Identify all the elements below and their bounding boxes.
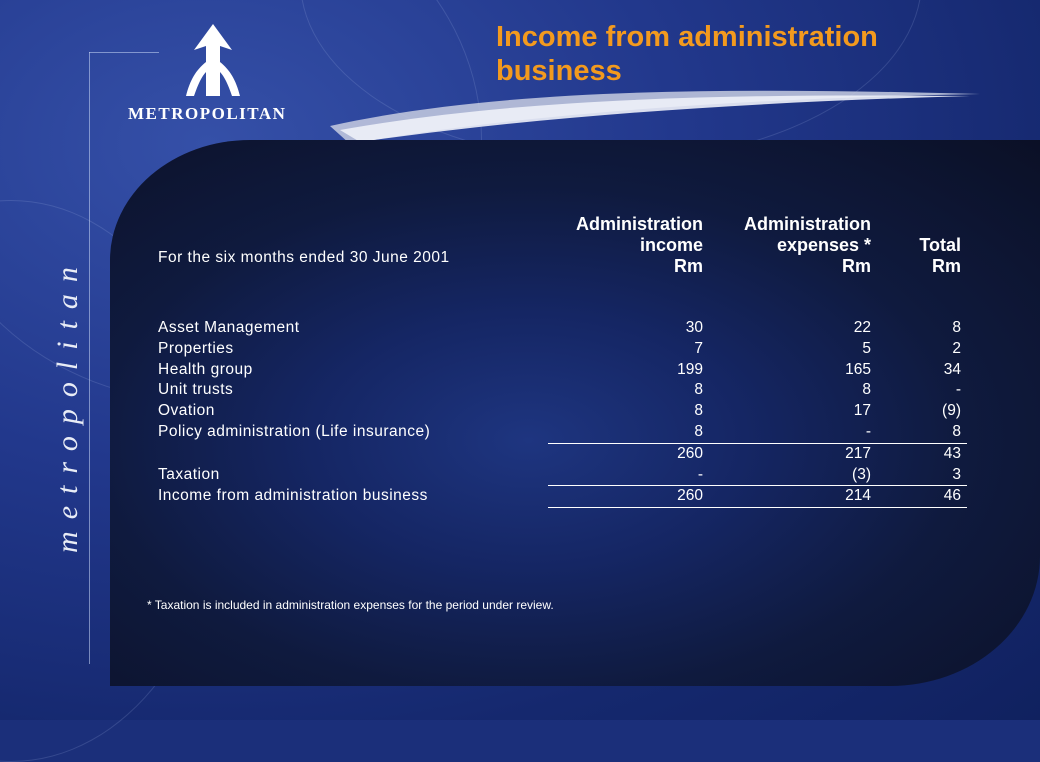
table-row: [158, 318, 967, 339]
period-label: For the six months ended 30 June 2001: [158, 248, 450, 266]
income-cell: 30: [685, 319, 703, 336]
income-cell: 7: [694, 339, 703, 357]
table-row: [158, 465, 967, 486]
vertical-brand: [48, 232, 84, 572]
metropolitan-logo: [128, 22, 298, 122]
total-cell: (9): [942, 402, 961, 420]
table-row: [158, 401, 967, 422]
row-label: Ovation: [158, 402, 215, 420]
row-label: Asset Management: [158, 319, 300, 336]
column-header-income: [548, 214, 703, 300]
footnote: * Taxation is included in administration expenses for the period under review.: [147, 598, 554, 612]
column-header-line: [871, 214, 961, 235]
column-header-line: expenses *: [776, 235, 871, 255]
row-label: Unit trusts: [158, 381, 234, 399]
total-cell: 2: [952, 339, 961, 357]
expenses-cell: 165: [845, 360, 871, 378]
row-label: Policy administration (Life insurance): [158, 423, 431, 441]
column-header-line: Administration: [575, 214, 703, 234]
total-cell: 43: [943, 444, 961, 462]
table-row: [158, 422, 967, 443]
income-table: [158, 214, 967, 508]
total-row: [158, 486, 967, 508]
column-header-line: Rm: [931, 256, 961, 276]
column-header-line: income: [639, 235, 703, 255]
expenses-cell: 5: [862, 339, 871, 357]
expenses-cell: 214: [703, 486, 871, 508]
table-row: [158, 360, 967, 381]
row-label: Health group: [158, 360, 253, 378]
table-row: [158, 380, 967, 401]
expenses-cell: 217: [845, 444, 871, 462]
total-cell: 46: [871, 486, 967, 508]
expenses-cell: (3): [703, 465, 871, 486]
column-header-expenses: [703, 214, 871, 300]
title-line-1: Income from administration: [496, 21, 878, 53]
column-header-line: Rm: [673, 256, 703, 276]
income-cell: 8: [548, 422, 703, 443]
subtotal-row: [158, 443, 967, 464]
row-label: Income from administration business: [158, 487, 428, 505]
vertical-brand-text: metropolitan: [51, 255, 84, 553]
expenses-cell: 22: [853, 319, 871, 336]
table-row: [158, 339, 967, 360]
row-label: [158, 443, 548, 464]
income-cell: 199: [677, 360, 703, 378]
arrow-logo-icon: [128, 22, 298, 102]
table-header-row: [158, 214, 967, 300]
total-cell: 8: [952, 319, 961, 336]
row-label: Properties: [158, 339, 234, 357]
total-cell: 34: [943, 360, 961, 378]
total-cell: -: [955, 381, 961, 399]
spacer-row: [158, 300, 967, 318]
total-cell: 8: [871, 422, 967, 443]
total-cell: 3: [871, 465, 967, 486]
income-cell: -: [548, 465, 703, 486]
expenses-cell: 8: [862, 381, 871, 399]
income-cell: 8: [694, 381, 703, 399]
page-title: [496, 20, 1016, 88]
column-header-total: [871, 214, 967, 300]
income-cell: 260: [548, 486, 703, 508]
expenses-cell: -: [703, 422, 871, 443]
expenses-cell: 17: [853, 402, 871, 420]
income-cell: 260: [677, 444, 703, 462]
column-header-line: Administration: [743, 214, 871, 234]
logo-text: METROPOLITAN: [128, 104, 287, 123]
column-header-line: Rm: [841, 256, 871, 276]
swoosh-decoration: [330, 86, 990, 146]
income-cell: 8: [694, 402, 703, 420]
row-label: Taxation: [158, 465, 220, 483]
frame-vertical-rule: [89, 52, 90, 664]
title-line-2: business: [496, 55, 622, 87]
column-header-line: Total: [919, 235, 961, 255]
